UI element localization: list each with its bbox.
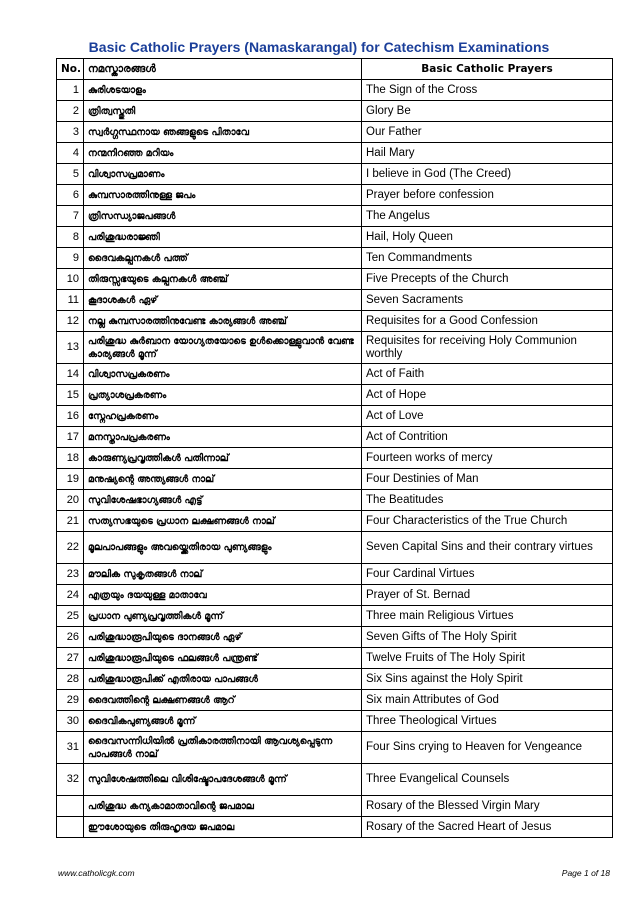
row-malayalam: പ്രധാന പുണ്യപ്രവൃത്തികൾ മൂന്ന്	[84, 606, 362, 627]
row-english: Prayer of St. Bernad	[362, 585, 613, 606]
row-number: 6	[57, 185, 84, 206]
table-row	[57, 290, 613, 311]
row-malayalam: ഈശോയുടെ തിരുഹൃദയ ജപമാല	[84, 817, 362, 838]
table-row	[57, 469, 613, 490]
row-malayalam: വിശ്വാസപ്രമാണം	[84, 164, 362, 185]
row-malayalam: സുവിശേഷഭാഗ്യങ്ങൾ എട്ട്	[84, 490, 362, 511]
table-row	[57, 532, 613, 564]
row-malayalam: ദൈവികപുണ്യങ്ങൾ മൂന്ന്	[84, 711, 362, 732]
row-malayalam: പ്രത്യാശപ്രകരണം	[84, 385, 362, 406]
table-row	[57, 406, 613, 427]
row-english: Act of Faith	[362, 364, 613, 385]
header-number: No.	[57, 59, 84, 80]
table-row	[57, 80, 613, 101]
row-english: Six Sins against the Holy Spirit	[362, 669, 613, 690]
row-malayalam: പരിശുദ്ധ കന്യകാമാതാവിന്റെ ജപമാല	[84, 796, 362, 817]
row-number: 2	[57, 101, 84, 122]
table-row	[57, 311, 613, 332]
table-row	[57, 227, 613, 248]
row-number: 16	[57, 406, 84, 427]
row-number: 20	[57, 490, 84, 511]
row-number: 10	[57, 269, 84, 290]
table-row	[57, 332, 613, 364]
row-number: 17	[57, 427, 84, 448]
row-english: Five Precepts of the Church	[362, 269, 613, 290]
row-number	[57, 796, 84, 817]
prayers-table	[56, 58, 613, 838]
row-english: Act of Contrition	[362, 427, 613, 448]
footer-website[interactable]: www.catholicgk.com	[58, 868, 135, 878]
row-number: 4	[57, 143, 84, 164]
row-number: 21	[57, 511, 84, 532]
row-number: 26	[57, 627, 84, 648]
row-number: 15	[57, 385, 84, 406]
row-malayalam: ദൈവകല്പനകൾ പത്ത്	[84, 248, 362, 269]
row-number: 19	[57, 469, 84, 490]
row-english: I believe in God (The Creed)	[362, 164, 613, 185]
table-row	[57, 627, 613, 648]
row-english: Prayer before confession	[362, 185, 613, 206]
row-english: The Beatitudes	[362, 490, 613, 511]
row-number: 32	[57, 764, 84, 796]
row-malayalam: മനുഷ്യന്റെ അന്ത്യങ്ങൾ നാല്	[84, 469, 362, 490]
row-malayalam: വിശ്വാസപ്രകരണം	[84, 364, 362, 385]
table-row	[57, 206, 613, 227]
header-english: Basic Catholic Prayers	[362, 59, 613, 80]
row-malayalam: ത്രിസന്ധ്യാജപങ്ങൾ	[84, 206, 362, 227]
row-number: 23	[57, 564, 84, 585]
row-english: Seven Gifts of The Holy Spirit	[362, 627, 613, 648]
row-malayalam: പരിശുദ്ധ കുർബാന യോഗ്യതയോടെ ഉൾക്കൊള്ളുവാൻ വേണ്ട കാര്യങ്ങൾ മൂന്ന്	[84, 332, 362, 364]
row-english: Seven Capital Sins and their contrary virtues	[362, 532, 613, 564]
table-row	[57, 448, 613, 469]
row-number: 28	[57, 669, 84, 690]
row-english: Twelve Fruits of The Holy Spirit	[362, 648, 613, 669]
table-body	[57, 80, 613, 838]
row-number	[57, 817, 84, 838]
table-row	[57, 648, 613, 669]
row-malayalam: പരിശുദ്ധാരൂപിയുടെ ഫലങ്ങൾ പന്ത്രണ്ട്	[84, 648, 362, 669]
row-malayalam: സുവിശേഷത്തിലെ വിശിഷ്ടോപദേശങ്ങൾ മൂന്ന്	[84, 764, 362, 796]
row-malayalam: പരിശുദ്ധാരൂപിക്ക് എതിരായ പാപങ്ങൾ	[84, 669, 362, 690]
table-row	[57, 511, 613, 532]
row-malayalam: മൂലപാപങ്ങളും അവയ്ക്കെതിരായ പുണ്യങ്ങളും	[84, 532, 362, 564]
row-number: 30	[57, 711, 84, 732]
row-english: Rosary of the Blessed Virgin Mary	[362, 796, 613, 817]
row-number: 8	[57, 227, 84, 248]
table-row	[57, 143, 613, 164]
footer-page-number: Page 1 of 18	[561, 868, 610, 878]
table-row	[57, 490, 613, 511]
row-malayalam: നന്മനിറഞ്ഞ മറിയം	[84, 143, 362, 164]
table-row	[57, 732, 613, 764]
row-english: Three Evangelical Counsels	[362, 764, 613, 796]
row-number: 18	[57, 448, 84, 469]
row-malayalam: സ്നേഹപ്രകരണം	[84, 406, 362, 427]
row-english: Fourteen works of mercy	[362, 448, 613, 469]
row-number: 5	[57, 164, 84, 185]
table-row	[57, 690, 613, 711]
row-malayalam: ദൈവത്തിന്റെ ലക്ഷണങ്ങൾ ആറ്	[84, 690, 362, 711]
row-number: 3	[57, 122, 84, 143]
row-english: Act of Hope	[362, 385, 613, 406]
row-malayalam: സ്വർഗ്ഗസ്ഥനായ ഞങ്ങളുടെ പിതാവേ	[84, 122, 362, 143]
row-number: 13	[57, 332, 84, 364]
table-row	[57, 248, 613, 269]
table-row	[57, 185, 613, 206]
row-english: Requisites for receiving Holy Communion worthly	[362, 332, 613, 364]
row-english: Glory Be	[362, 101, 613, 122]
row-number: 31	[57, 732, 84, 764]
row-english: Act of Love	[362, 406, 613, 427]
row-english: Seven Sacraments	[362, 290, 613, 311]
row-english: The Angelus	[362, 206, 613, 227]
row-malayalam: പരിശുദ്ധാരൂപിയുടെ ദാനങ്ങൾ ഏഴ്	[84, 627, 362, 648]
row-number: 12	[57, 311, 84, 332]
row-malayalam: നല്ല കുമ്പസാരത്തിനുവേണ്ട കാര്യങ്ങൾ അഞ്ച്	[84, 311, 362, 332]
row-english: Ten Commandments	[362, 248, 613, 269]
table-row	[57, 564, 613, 585]
row-number: 14	[57, 364, 84, 385]
row-malayalam: ദൈവസന്നിധിയിൽ പ്രതികാരത്തിനായി ആവശ്യപ്പെടുന്ന പാപങ്ങൾ നാല്	[84, 732, 362, 764]
row-english: Four Destinies of Man	[362, 469, 613, 490]
table-row	[57, 817, 613, 838]
table-row	[57, 269, 613, 290]
table-row	[57, 427, 613, 448]
table-row	[57, 711, 613, 732]
row-number: 27	[57, 648, 84, 669]
table-row	[57, 585, 613, 606]
table-row	[57, 385, 613, 406]
header-malayalam: നമസ്കാരങ്ങൾ	[84, 59, 362, 80]
table-header-row	[57, 59, 613, 80]
row-english: Four Sins crying to Heaven for Vengeance	[362, 732, 613, 764]
row-english: Rosary of the Sacred Heart of Jesus	[362, 817, 613, 838]
row-malayalam: സത്യസഭയുടെ പ്രധാന ലക്ഷണങ്ങൾ നാല്	[84, 511, 362, 532]
table-row	[57, 796, 613, 817]
table-row	[57, 164, 613, 185]
row-english: Four Cardinal Virtues	[362, 564, 613, 585]
row-malayalam: മനസ്താപപ്രകരണം	[84, 427, 362, 448]
row-english: Hail Mary	[362, 143, 613, 164]
row-number: 7	[57, 206, 84, 227]
row-malayalam: തിരുസ്സഭയുടെ കല്പനകൾ അഞ്ച്	[84, 269, 362, 290]
row-number: 29	[57, 690, 84, 711]
table-row	[57, 122, 613, 143]
table-row	[57, 606, 613, 627]
row-english: Six main Attributes of God	[362, 690, 613, 711]
row-malayalam: കുമ്പസാരത്തിനുള്ള ജപം	[84, 185, 362, 206]
row-malayalam: ത്രിത്വസ്തുതി	[84, 101, 362, 122]
row-english: Requisites for a Good Confession	[362, 311, 613, 332]
row-malayalam: കൂദാശകൾ ഏഴ്	[84, 290, 362, 311]
row-english: The Sign of the Cross	[362, 80, 613, 101]
table-row	[57, 669, 613, 690]
row-english: Hail, Holy Queen	[362, 227, 613, 248]
table-row	[57, 364, 613, 385]
row-number: 24	[57, 585, 84, 606]
row-malayalam: മൗലിക സുകൃതങ്ങൾ നാല്	[84, 564, 362, 585]
row-number: 9	[57, 248, 84, 269]
row-malayalam: കാരുണ്യപ്രവൃത്തികൾ പതിന്നാല്	[84, 448, 362, 469]
row-number: 1	[57, 80, 84, 101]
table-row	[57, 764, 613, 796]
row-english: Our Father	[362, 122, 613, 143]
row-english: Three main Religious Virtues	[362, 606, 613, 627]
row-number: 25	[57, 606, 84, 627]
row-number: 22	[57, 532, 84, 564]
row-malayalam: എത്രയും ദയയുള്ള മാതാവേ	[84, 585, 362, 606]
row-english: Three Theological Virtues	[362, 711, 613, 732]
row-malayalam: പരിശുദ്ധരാജ്ഞി	[84, 227, 362, 248]
document-title: Basic Catholic Prayers (Namaskarangal) for Catechism Examinations	[88, 39, 550, 55]
row-english: Four Characteristics of the True Church	[362, 511, 613, 532]
row-number: 11	[57, 290, 84, 311]
row-malayalam: കുരിശടയാളം	[84, 80, 362, 101]
table-row	[57, 101, 613, 122]
